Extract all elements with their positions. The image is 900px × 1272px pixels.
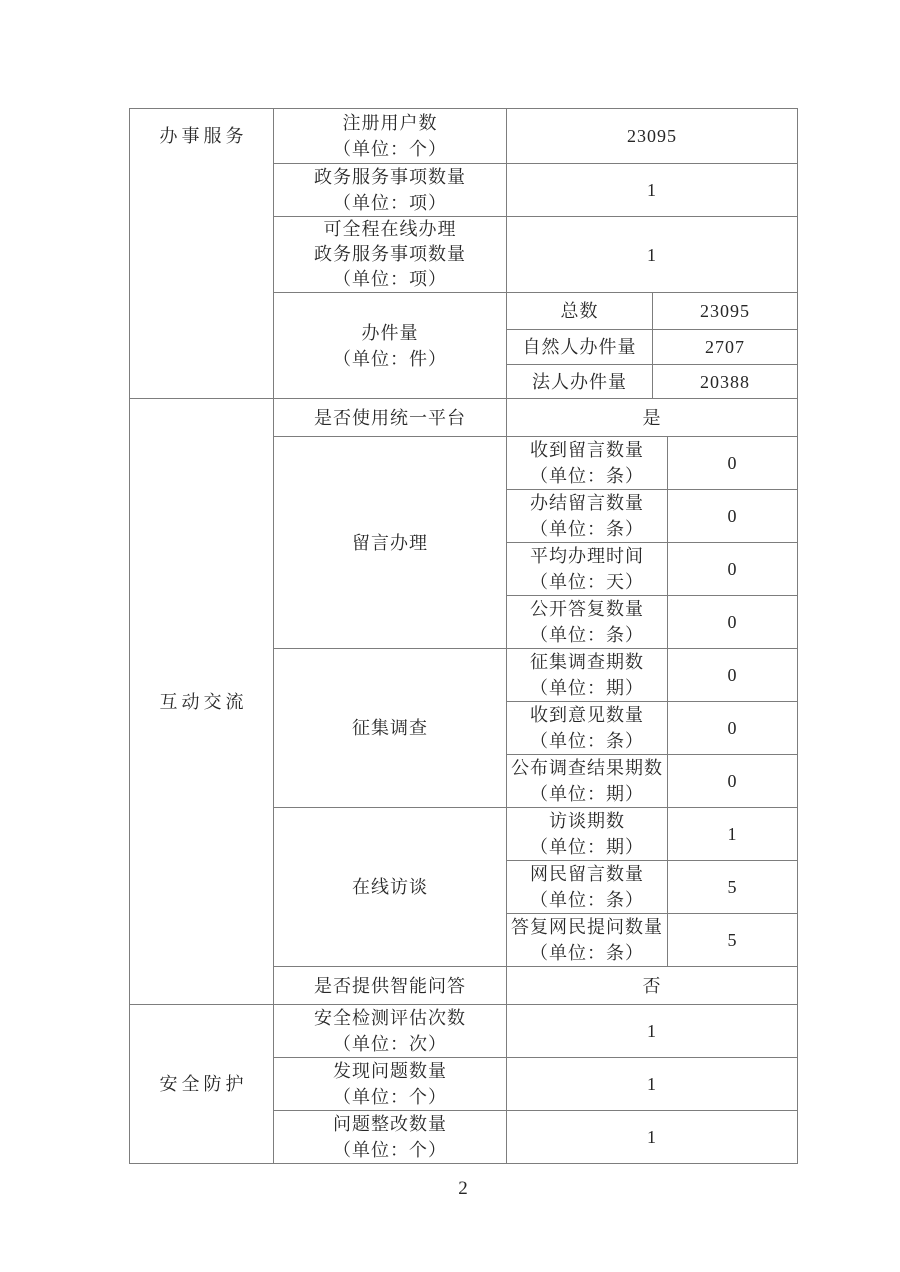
- submetric-unit: （单位：天）: [530, 572, 644, 592]
- metric-label-cell: [274, 649, 507, 808]
- submetric-label-cell: [507, 914, 668, 967]
- submetric-unit: （单位：期）: [530, 784, 644, 804]
- submetric-label: 总数: [507, 293, 653, 330]
- metric-label-cell: [274, 1058, 507, 1111]
- submetric-value: 0: [668, 596, 798, 649]
- submetric-label: 自然人办件量: [507, 330, 653, 365]
- metric-value: 否: [507, 967, 798, 1005]
- section-label-hudongjiaoliu: [130, 399, 274, 1005]
- submetric-value: 23095: [653, 293, 798, 330]
- metric-unit: （单位：个）: [333, 139, 447, 159]
- submetric-label: 公布调查结果期数: [511, 758, 663, 778]
- report-table: [129, 108, 798, 1164]
- metric-value: 23095: [507, 109, 798, 164]
- metric-unit: （单位：次）: [333, 1034, 447, 1054]
- metric-label: 发现问题数量: [333, 1061, 447, 1081]
- metric-label-cell: [274, 164, 507, 217]
- metric-unit: （单位：件）: [333, 348, 447, 369]
- submetric-label-cell: [507, 861, 668, 914]
- metric-value: 1: [507, 217, 798, 293]
- section-label-banshifuwu: [130, 109, 274, 399]
- submetric-label: 访谈期数: [549, 811, 625, 831]
- metric-label-cell: [274, 1005, 507, 1058]
- metric-label: 安全检测评估次数: [314, 1008, 466, 1028]
- section-label: 办事服务: [159, 126, 248, 146]
- metric-label: 在线访谈: [352, 877, 428, 897]
- submetric-label: 公开答复数量: [530, 599, 644, 619]
- submetric-label-cell: [507, 755, 668, 808]
- metric-label-cell: [274, 217, 507, 293]
- metric-label-cell: [274, 1111, 507, 1164]
- metric-label: 是否使用统一平台: [314, 407, 466, 428]
- metric-label-cell: [274, 967, 507, 1005]
- metric-label: 征集调查: [352, 718, 428, 738]
- page-number: 2: [458, 1178, 468, 1199]
- submetric-label: 网民留言数量: [530, 864, 644, 884]
- submetric-label: 办结留言数量: [530, 493, 644, 513]
- submetric-value: 0: [668, 490, 798, 543]
- submetric-unit: （单位：期）: [530, 837, 644, 857]
- submetric-unit: （单位：条）: [530, 731, 644, 751]
- metric-value: 1: [507, 164, 798, 217]
- submetric-unit: （单位：条）: [530, 466, 644, 486]
- section-label: 安全防护: [159, 1074, 248, 1094]
- metric-label-cell: [274, 437, 507, 649]
- submetric-value: 0: [668, 437, 798, 490]
- section-label-anquanfanghu: [130, 1005, 274, 1164]
- submetric-label: 答复网民提问数量: [511, 917, 663, 937]
- submetric-label: 法人办件量: [507, 365, 653, 399]
- metric-label: 办件量: [361, 322, 419, 343]
- submetric-unit: （单位：条）: [530, 943, 644, 963]
- metric-label: 留言办理: [352, 532, 428, 553]
- submetric-value: 2707: [653, 330, 798, 365]
- submetric-unit: （单位：条）: [530, 890, 644, 910]
- submetric-value: 5: [668, 861, 798, 914]
- submetric-label-cell: [507, 649, 668, 702]
- submetric-unit: （单位：条）: [530, 625, 644, 645]
- metric-value: 是: [507, 399, 798, 437]
- submetric-label: 收到意见数量: [530, 705, 644, 725]
- metric-unit: （单位：项）: [333, 269, 447, 289]
- metric-label-cell: [274, 293, 507, 399]
- metric-label: 政务服务事项数量: [314, 167, 466, 187]
- section-label: 互动交流: [159, 691, 248, 712]
- submetric-value: 0: [668, 649, 798, 702]
- metric-label: 可全程在线办理: [323, 219, 457, 239]
- submetric-value: 0: [668, 755, 798, 808]
- submetric-value: 0: [668, 543, 798, 596]
- submetric-label-cell: [507, 596, 668, 649]
- metric-label: 问题整改数量: [333, 1114, 447, 1134]
- metric-label-cell: [274, 808, 507, 967]
- metric-unit: （单位：项）: [333, 193, 447, 213]
- metric-label: 政务服务事项数量: [314, 244, 466, 264]
- metric-value: 1: [507, 1005, 798, 1058]
- submetric-unit: （单位：期）: [530, 678, 644, 698]
- submetric-label: 平均办理时间: [530, 546, 644, 566]
- metric-unit: （单位：个）: [333, 1087, 447, 1107]
- metric-value: 1: [507, 1058, 798, 1111]
- submetric-label-cell: [507, 808, 668, 861]
- submetric-label: 征集调查期数: [530, 652, 644, 672]
- submetric-value: 1: [668, 808, 798, 861]
- metric-label: 注册用户数: [342, 113, 438, 133]
- metric-value: 1: [507, 1111, 798, 1164]
- submetric-value: 20388: [653, 365, 798, 399]
- submetric-label-cell: [507, 437, 668, 490]
- submetric-label-cell: [507, 543, 668, 596]
- metric-label: 是否提供智能问答: [314, 975, 466, 996]
- submetric-value: 0: [668, 702, 798, 755]
- metric-label-cell: [274, 109, 507, 164]
- submetric-label: 收到留言数量: [530, 440, 644, 460]
- submetric-value: 5: [668, 914, 798, 967]
- submetric-label-cell: [507, 490, 668, 543]
- metric-unit: （单位：个）: [333, 1140, 447, 1160]
- submetric-unit: （单位：条）: [530, 519, 644, 539]
- submetric-label-cell: [507, 702, 668, 755]
- metric-label-cell: [274, 399, 507, 437]
